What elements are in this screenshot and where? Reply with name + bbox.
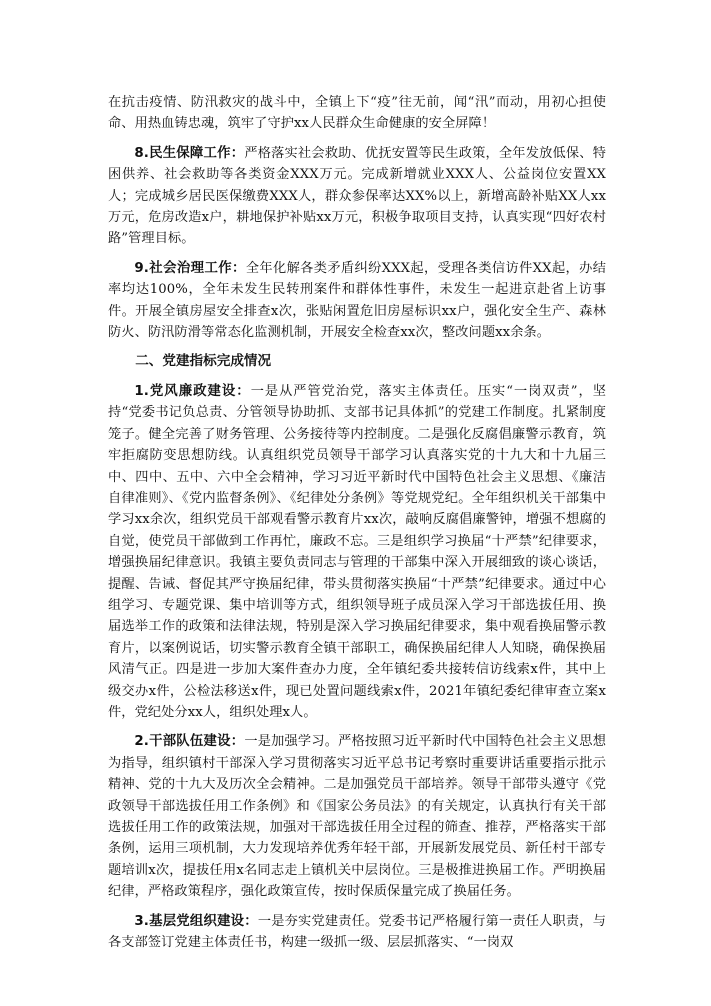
paragraph-text: 一是加强学习。严格按照习近平新时代中国特色社会主义思想为指导，组织镇村干部深入学习贯彻落实习近平总书记考察时重要讲话重要指示批示精神、党的十九大及历次全会精神。二是加强党员干部培养。领导干部带头遵守《党政领导干部选拔任用工作条例》和《国家公务员法》的有关规定，认真执行有关干部选拔任用工作的政策法规，加强对干部选拔任用全过程的筛查、推荐，严格落实干部条例，运用三项机制，大力发现培养优秀年轻干部，开展新发展党员、新任村干部专题培训x次，提拔任用x名同志走上镇机关中层岗位。三是极推进换届工作。严明换届纪律，严格政策程序，强化政策宣传，按时保质保量完成了换届任务。 [108,734,606,900]
paragraph-text: 严格落实社会救助、优抚安置等民生政策，全年发放低保、特困供养、社会救助等各类资金XXX万元。完成新增就业XXX人、公益岗位安置XX人；完成城乡居民医保缴费XXX人，群众参保率达XX%以上，新增高龄补贴XX人xx万元，危房改造x户，耕地保护补贴xx万元，积极争取项目支持，认真实现“四好农村路”管理目标。 [108,145,606,247]
spacer [108,343,606,351]
spacer [108,135,606,143]
paragraph-lead: 2.干部队伍建设： [134,734,245,750]
paragraph-text: 一是从严管党治党，落实主体责任。压实“一岗双责”，坚持“党委书记负总责、分管领导协助抓、支部书记具体抓”的党建工作制度。扎紧制度笼子。健全完善了财务管理、公务接待等内控制度。二是强化反腐倡廉警示教育，筑牢拒腐防变思想防线。认真组织党员领导干部学习认真落实党的十九大和十九届三中、四中、五中、六中全会精神，学习习近平新时代中国特色社会主义思想、《廉洁自律准则》、《党内监督条例》、《纪律处分条例》等党规党纪。全年组织机关干部集中学习xx余次，组织党员干部观看警示教育片xx次，敲响反腐倡廉警钟，增强不想腐的自觉，使党员干部做到工作再忙，廉政不忘。三是组织学习换届“十严禁”纪律要求，增强换届纪律意识。我镇主要负责同志与管理的干部集中深入开展细致的谈心谈话，提醒、告诫、督促其严守换届纪律，带头贯彻落实换届“十严禁”纪律要求。通过中心组学习、专题党课、集中培训等方式，组织领导班子成员深入学习干部选拔任用、换届选举工作的政策和法律法规，特别是深入学习换届纪律要求，集中观看换届警示教育片，以案例说话，切实警示教育全镇干部职工，确保换届纪律人人知晓，确保换届风清气正。四是进一步加大案件查办力度，全年镇纪委共接转信访线索x件，其中上级交办x件，公检法移送x件，现已处置问题线索x件，2021年镇纪委纪律审查立案x件，党纪处分xx人，组织处理x人。 [108,383,606,720]
paragraph-epidemic-flood [108,92,606,135]
paragraph-lead: 8.民生保障工作： [134,145,245,161]
paragraph-lead: 9.社会治理工作： [134,260,246,276]
paragraph-text: 在抗击疫情、防汛救灾的战斗中，全镇上下“疫”往无前，闻“汛”而动，用初心担使命、用热血铸忠魂，筑牢了守护xx人民群众生命健康的安全屏障！ [108,95,606,132]
paragraph-text: 全年化解各类矛盾纠纷XXX起，受理各类信访件XX起，办结率均达100%，全年未发生民转刑案件和群体性事件，未发生一起进京赴省上访事件。开展全镇房屋安全排查x次，张贴闲置危旧房屋标识xx户，强化安全生产、森林防火、防汛防滑等常态化监测机制，开展安全检查xx次，整改问题xx余条。 [108,260,606,341]
spacer [108,250,606,258]
spacer [108,903,606,911]
paragraph-lead: 1.党风廉政建设： [134,383,251,399]
spacer [108,373,606,381]
paragraph-lead: 3.基层党组织建设： [134,913,258,929]
spacer [108,723,606,731]
paragraph-grassroots-party [108,911,606,954]
paragraph-social-governance [108,258,606,344]
section-heading: 二、党建指标完成情况 [135,353,272,370]
paragraph-text: 一是夯实党建责任。党委书记严格履行第一责任人职责，与各支部签订党建主体责任书，构建一级抓一级、层层抓落实、“一岗双 [108,913,606,951]
paragraph-cadre-team [108,731,606,902]
document-page [108,92,606,953]
paragraph-livelihood [108,143,606,250]
paragraph-clean-governance [108,381,606,724]
